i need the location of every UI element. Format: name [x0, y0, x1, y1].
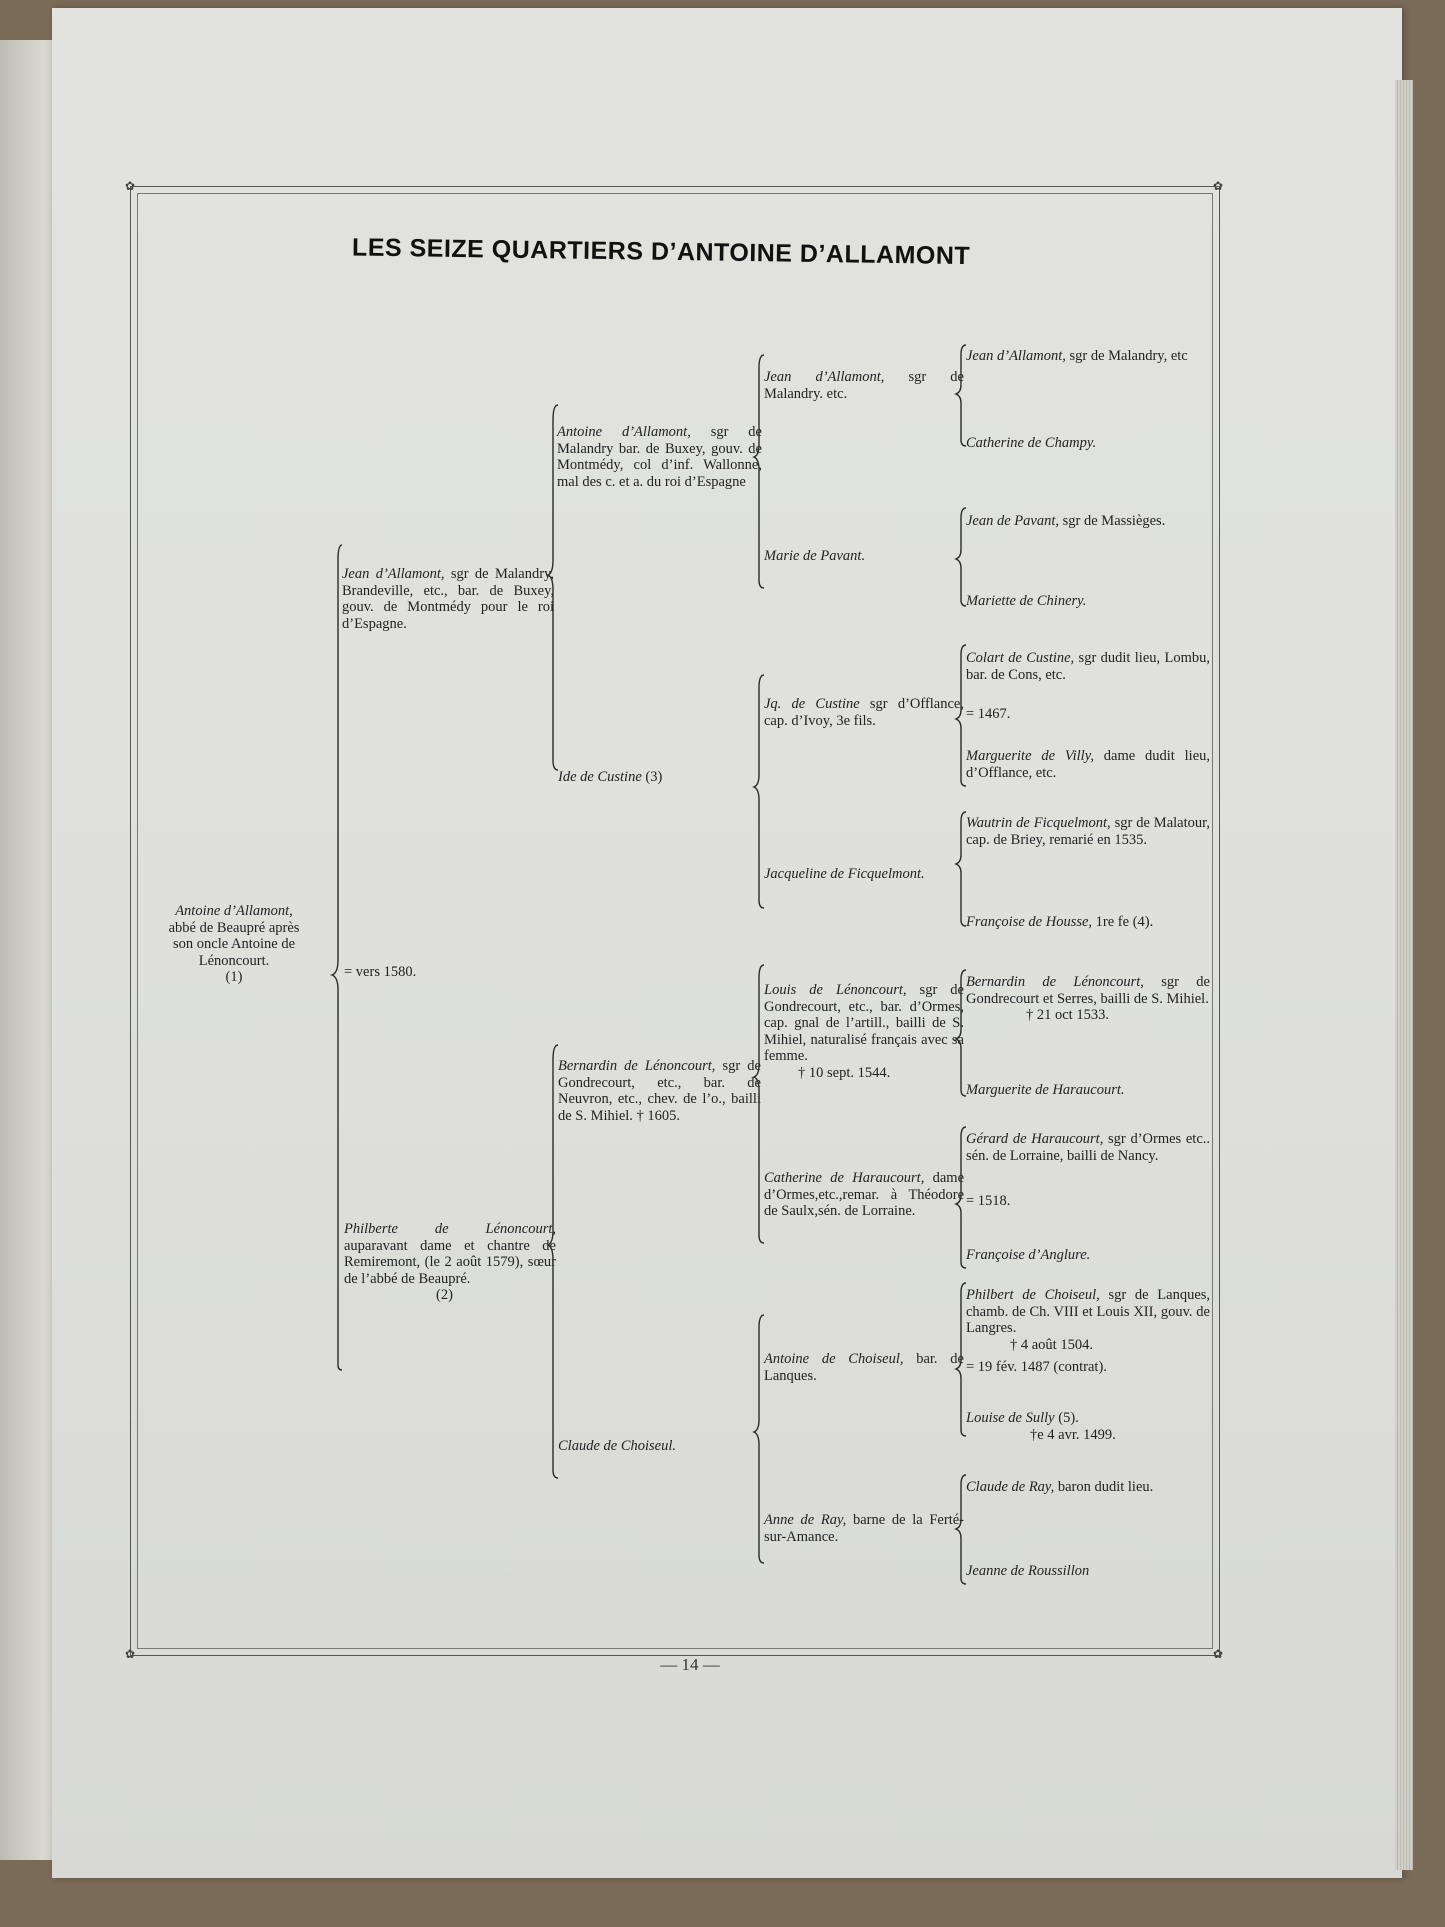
gen5-entry: Claude de Ray, baron dudit lieu. — [966, 1479, 1154, 1495]
gen5-entry: Colart de Custine, sgr dudit lieu, Lombu, bar. de Cons, etc. — [966, 650, 1210, 683]
gen3-entry: Ide de Custine (3) — [558, 769, 663, 785]
gen4-entry: Jacqueline de Ficquelmont. — [764, 866, 925, 882]
gen5-entry: Gérard de Haraucourt, sgr d’Ormes etc.. sén. de Lorraine, bailli de Nancy. — [966, 1131, 1211, 1164]
gen2-mother-rest: auparavant dame et chantre de Remiremont, (le 2 août 1579), sœur de l’abbé de Beaupré. — [344, 1237, 556, 1287]
gen2-marriage: = vers 1580. — [344, 964, 417, 980]
gen5-entry: Philbert de Choiseul, sgr de Lanques, chamb. de Ch. VIII et Louis XII, gouv. de Langres. † 4 août 1504. — [966, 1287, 1211, 1353]
page-title: LES SEIZE QUARTIERS D’ANTOINE D’ALLAMONT — [351, 233, 971, 271]
gen5-entry: Françoise d’Anglure. — [966, 1247, 1091, 1263]
corner-ornament-icon: ✿ — [1212, 1647, 1224, 1661]
gen4-entry: Antoine de Choiseul, bar. de Lanques. — [764, 1351, 964, 1384]
gen4-entry: Anne de Ray, barne de la Ferté-sur-Amance. — [764, 1512, 964, 1545]
corner-ornament-icon: ✿ — [1212, 179, 1224, 193]
gen3-entry: Claude de Choiseul. — [558, 1438, 677, 1454]
gen5-marriage: = 1518. — [966, 1193, 1011, 1209]
gen2-mother-name: Philberte de Lénoncourt, — [344, 1221, 556, 1237]
gen3-entry: Antoine d’Allamont, sgr de Malandry bar. de Buxey, gouv. de Montmédy, col d’inf. Wallonne, mal des c. et a. du roi d’Espagne — [557, 424, 762, 490]
gen4-entry: Louis de Lénoncourt, sgr de Gondrecourt, etc., bar. d’Ormes, cap. gnal de l’artill., bailli de S. Mihiel, naturalisé français avec sa femme. † 10 sept. 1544. — [764, 982, 964, 1081]
gen5-entry: Louise de Sully (5). †e 4 avr. 1499. — [966, 1410, 1116, 1443]
page-number: — 14 — — [660, 1655, 720, 1674]
gen2-father-name: Jean d’Allamont, — [342, 566, 445, 582]
gen1-rest: abbé de Beaupré après son oncle Antoine de Lénoncourt. — [168, 919, 300, 969]
gen4-entry: Jean d’Allamont, sgr de Malandry. etc. — [764, 369, 964, 402]
gen1-name: Antoine d’Allamont, — [175, 903, 293, 919]
gen4-entry: Jq. de Custine sgr d’Offlance, cap. d’Ivoy, 3e fils. — [764, 696, 964, 729]
gen1-entry — [168, 903, 300, 986]
gen4-entry: Marie de Pavant. — [764, 548, 866, 564]
gen3-entry: Bernardin de Lénoncourt, sgr de Gondrecourt, etc., bar. de Neuvron, etc., chev. de l’o., bailli de S. Mihiel. † 1605. — [558, 1058, 761, 1124]
gen5-entry: Jean d’Allamont, sgr de Malandry, etc — [966, 348, 1188, 364]
corner-ornament-icon: ✿ — [124, 1647, 136, 1661]
gen5-marriage: = 1467. — [966, 706, 1011, 722]
gen2-mother-note: (2) — [436, 1287, 453, 1303]
gen2-father — [342, 566, 554, 632]
gen5-entry: Jean de Pavant, sgr de Massièges. — [966, 513, 1166, 529]
corner-ornament-icon: ✿ — [124, 179, 136, 193]
gen5-entry: Mariette de Chinery. — [966, 593, 1087, 609]
gen1-note: (1) — [225, 969, 243, 985]
gen2-mother — [344, 1221, 556, 1304]
gen2-father-rest: sgr de Malandry, Brandeville, etc., bar. de Buxey, gouv. de Montmédy pour le roi d’Espagne. — [342, 566, 554, 632]
gen5-marriage: = 19 fév. 1487 (contrat). — [966, 1359, 1107, 1375]
gen5-entry: Bernardin de Lénoncourt, sgr de Gondrecourt et Serres, bailli de S. Mihiel. † 21 oct 1533. — [966, 974, 1210, 1023]
gen5-entry: Wautrin de Ficquelmont, sgr de Malatour, cap. de Briey, remarié en 1535. — [966, 815, 1211, 848]
gen5-entry: Françoise de Housse, 1re fe (4). — [966, 914, 1154, 930]
gen5-entry: Marguerite de Villy, dame dudit lieu, d’Offlance, etc. — [966, 748, 1211, 781]
page-stack-edge — [1395, 80, 1413, 1870]
gen5-entry: Jeanne de Roussillon — [966, 1563, 1090, 1579]
gen5-entry: Marguerite de Haraucourt. — [966, 1082, 1125, 1098]
gen4-entry: Catherine de Haraucourt, dame d’Ormes,etc.,remar. à Théodore de Saulx,sén. de Lorraine. — [764, 1170, 965, 1219]
gen5-entry: Catherine de Champy. — [966, 435, 1097, 451]
